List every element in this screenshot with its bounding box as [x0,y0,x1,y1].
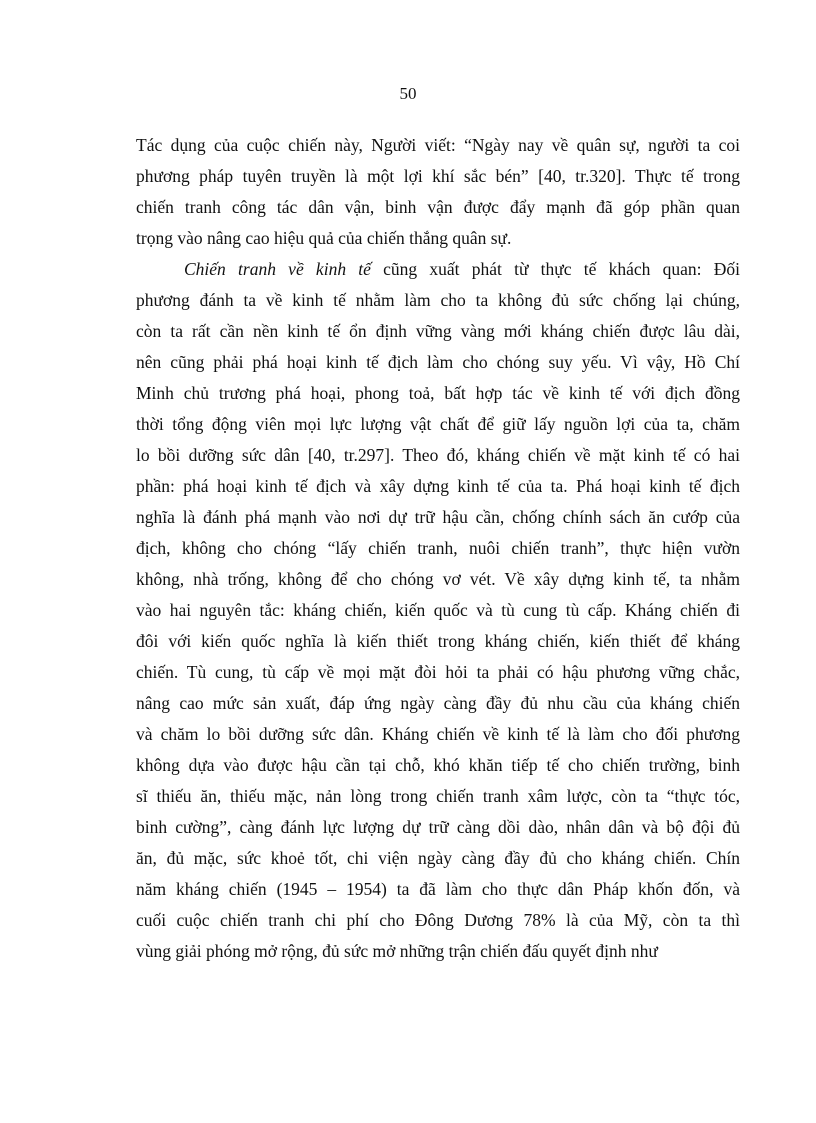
text-line: địch, không cho chóng “lấy chiến tranh, nuôi chiến tranh”, thực hiện vườn [136,538,740,558]
lead-line-rest: cũng xuất phát từ thực tế khách quan: Đối [370,259,740,279]
text-line: Tác dụng của cuộc chiến này, Người viết: “Ngày nay về quân sự, người ta coi [136,135,740,155]
text-line [136,254,740,285]
text-line: phương đánh ta về kinh tế nhằm làm cho ta không đủ sức chống lại chúng, [136,290,740,310]
text-line: và chăm lo bồi dưỡng sức dân. Kháng chiến về kinh tế là làm cho đối phương [136,724,740,744]
text-line: sĩ thiếu ăn, thiếu mặc, nản lòng trong chiến tranh xâm lược, còn ta “thực tóc, [136,786,740,806]
page-body [136,130,740,967]
text-line: không, nhà trống, không để cho chóng vơ vét. Về xây dựng kinh tế, ta nhằm [136,569,740,589]
text-line: đôi với kiến quốc nghĩa là kiến thiết trong kháng chiến, kiến thiết để kháng [136,631,740,651]
text-line: chiến. Tù cung, tù cấp về mọi mặt đòi hỏi ta phải có hậu phương vững chắc, [136,662,740,682]
page-number: 50 [399,84,417,103]
text-line: binh cường”, càng đánh lực lượng dự trữ càng dồi dào, nhân dân và bộ đội đủ [136,817,740,837]
text-line: vào hai nguyên tắc: kháng chiến, kiến quốc và tù cung tù cấp. Kháng chiến đi [136,600,740,620]
text-line: năm kháng chiến (1945 – 1954) ta đã làm cho thực dân Pháp khốn đốn, và [136,879,740,899]
text-line: nghĩa là đánh phá mạnh vào nơi dự trữ hậu cần, chống chính sách ăn cướp của [136,507,740,527]
text-line: Minh chủ trương phá hoại, phong toả, bất hợp tác về kinh tế với địch đồng [136,383,740,403]
text-line: trọng vào nâng cao hiệu quả của chiến thắng quân sự. [136,228,512,248]
text-line: nâng cao mức sản xuất, đáp ứng ngày càng đầy đủ nhu cầu của kháng chiến [136,693,740,713]
text-line: ăn, đủ mặc, sức khoẻ tốt, chi viện ngày càng đầy đủ cho kháng chiến. Chín [136,848,740,868]
text-line: chiến tranh công tác dân vận, binh vận được đẩy mạnh đã góp phần quan [136,197,740,217]
text-line: thời tổng động viên mọi lực lượng vật chất để giữ lấy nguồn lợi của ta, chăm [136,414,740,434]
paragraph-propaganda [136,130,740,254]
text-line: cuối cuộc chiến tranh chi phí cho Đông Dương 78% là của Mỹ, còn ta thì [136,910,740,930]
text-line: còn ta rất cần nền kinh tế ổn định vững vàng mới kháng chiến được lâu dài, [136,321,740,341]
paragraph-economic-war [136,254,740,967]
text-line: không dựa vào được hậu cần tại chỗ, khó khăn tiếp tế cho chiến trường, binh [136,755,740,775]
italic-lead-phrase: Chiến tranh về kinh tế [184,259,371,279]
text-line: phần: phá hoại kinh tế địch và xây dựng kinh tế của ta. Phá hoại kinh tế địch [136,476,740,496]
text-line: nên cũng phải phá hoại kinh tế địch làm cho chóng suy yếu. Vì vậy, Hồ Chí [136,352,740,372]
text-line: phương pháp tuyên truyền là một lợi khí sắc bén” [40, tr.320]. Thực tế trong [136,166,740,186]
text-line: vùng giải phóng mở rộng, đủ sức mở những trận chiến đấu quyết định như [136,941,658,961]
text-line: lo bồi dưỡng sức dân [40, tr.297]. Theo đó, kháng chiến về mặt kinh tế có hai [136,445,740,465]
